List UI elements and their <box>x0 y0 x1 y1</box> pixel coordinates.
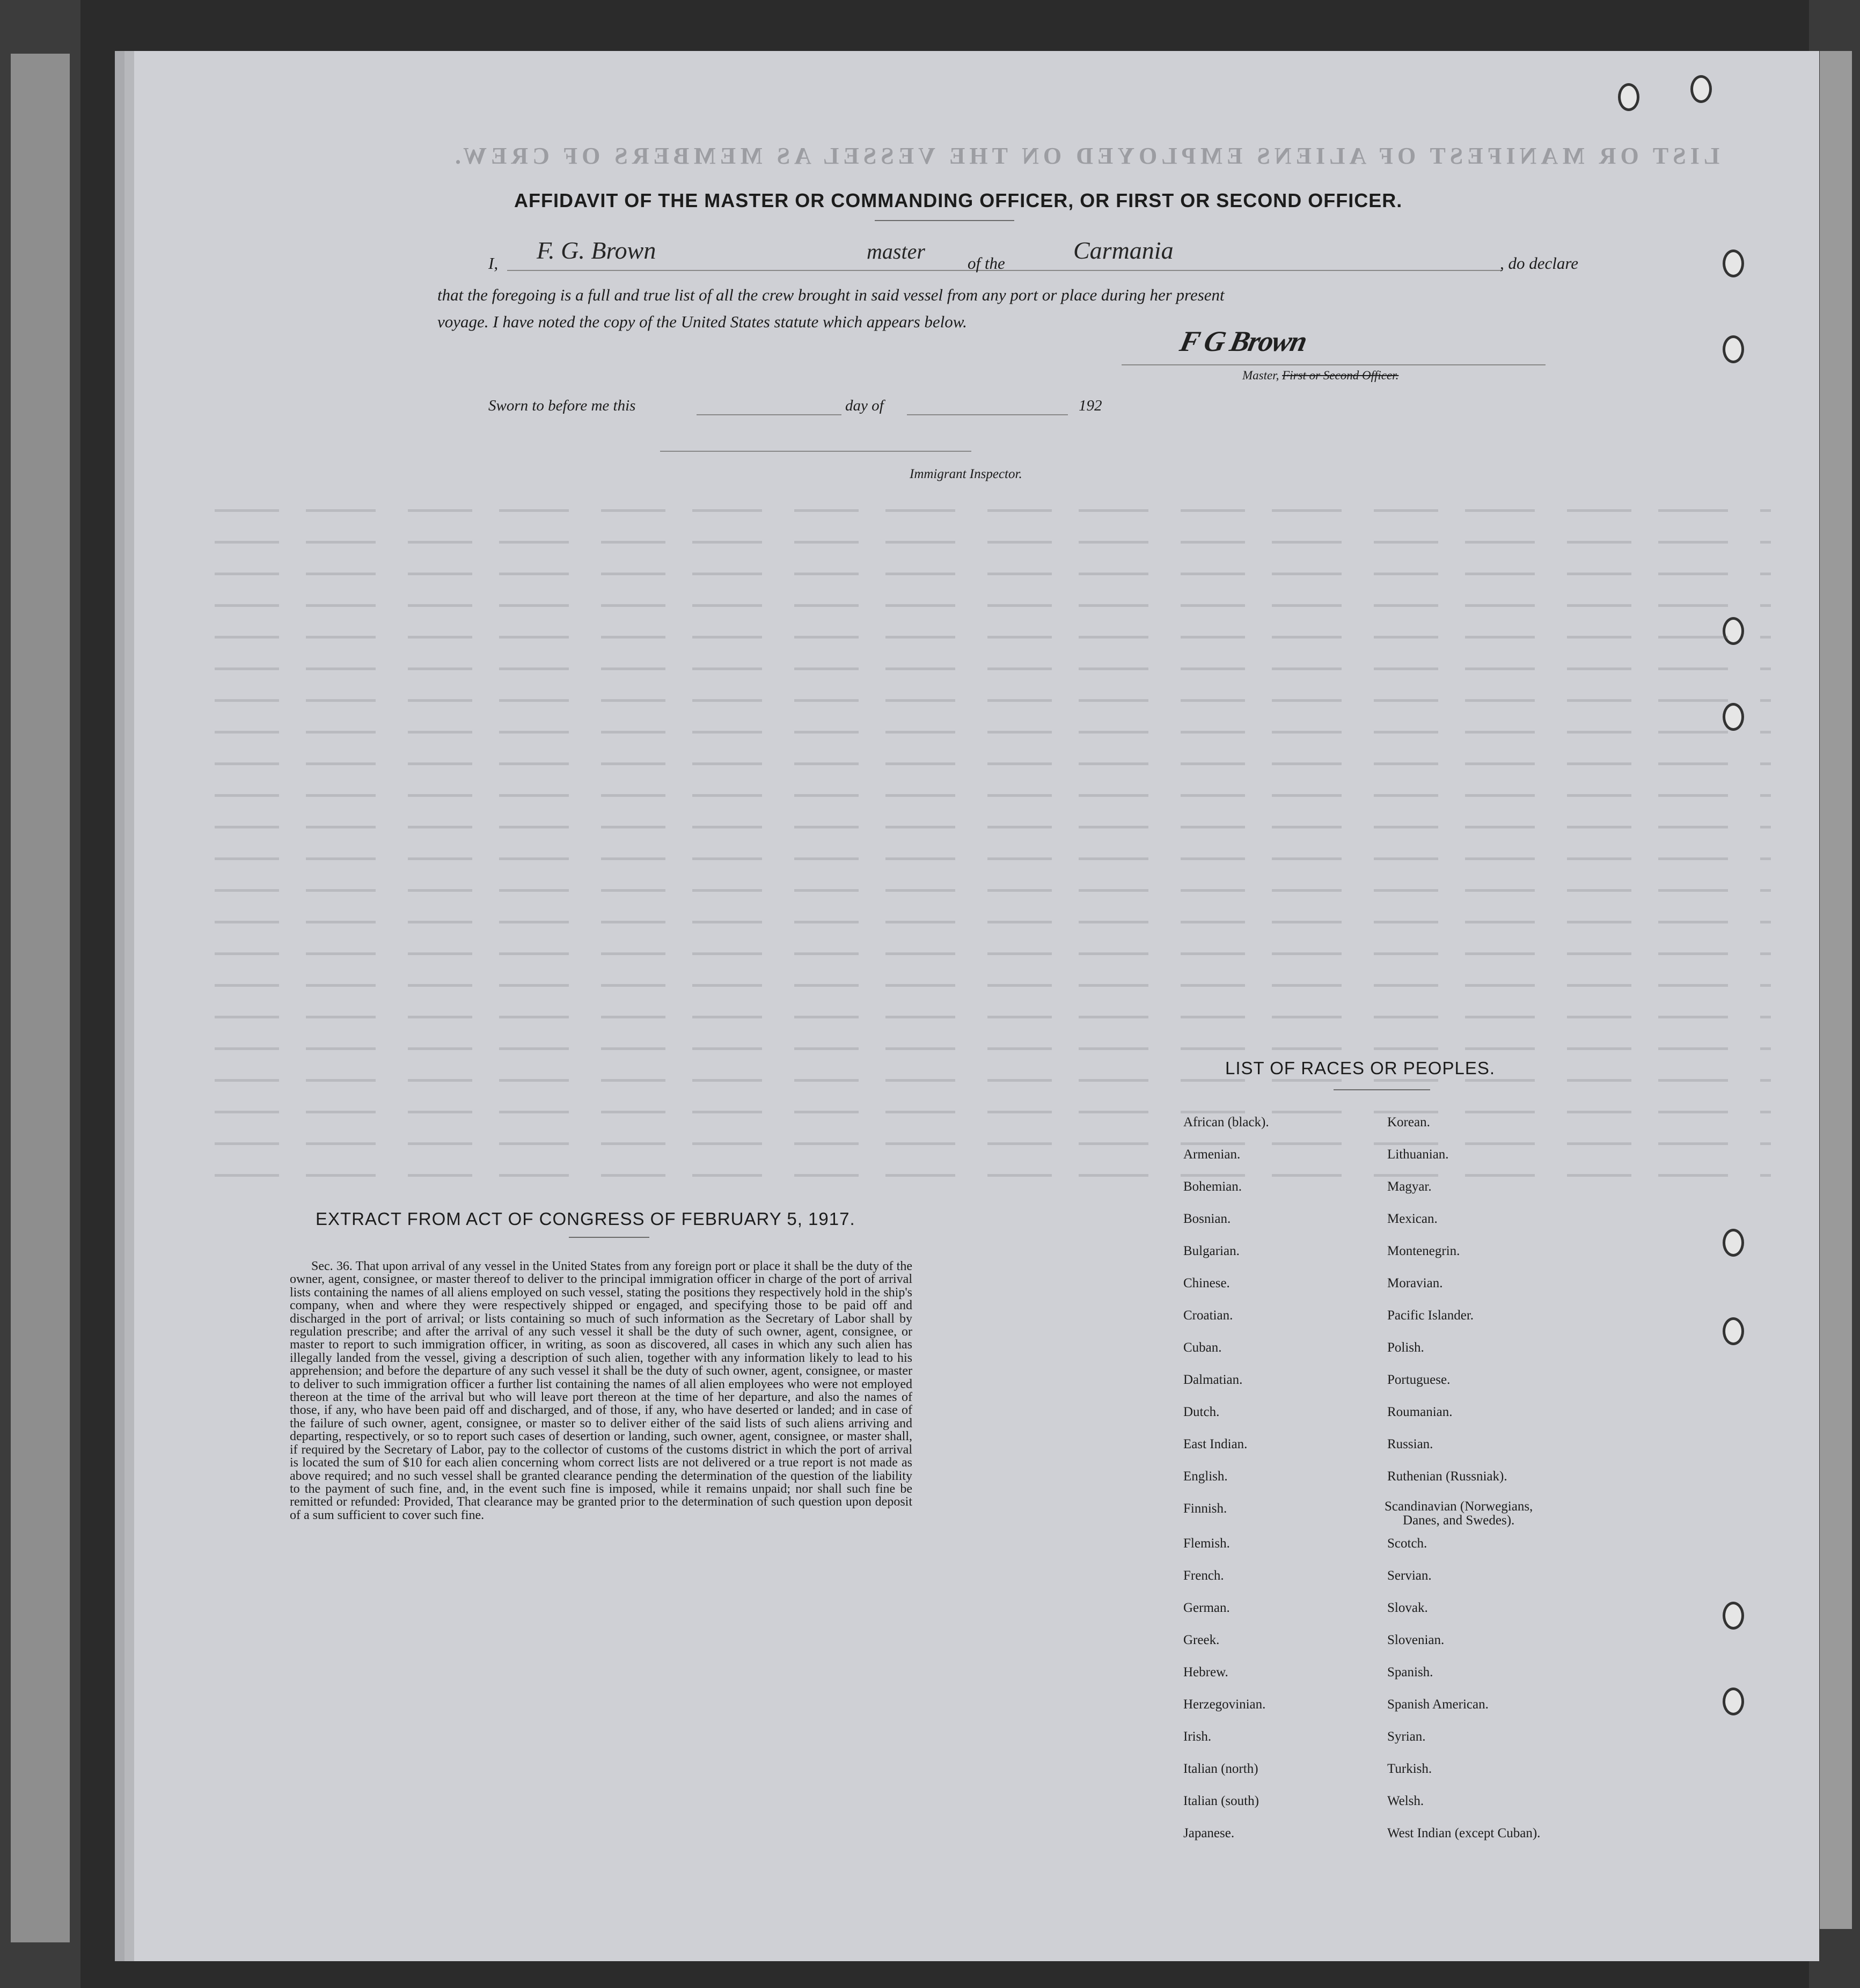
race-item: Finnish. <box>1183 1501 1227 1516</box>
race-item: Herzegovinian. <box>1183 1697 1266 1712</box>
vessel-line <box>1025 270 1503 271</box>
race-item: Slovak. <box>1387 1601 1428 1615</box>
race-item: French. <box>1183 1568 1224 1583</box>
race-item: Spanish American. <box>1387 1697 1489 1712</box>
race-item: German. <box>1183 1601 1230 1615</box>
signature-line <box>1122 364 1546 365</box>
race-item: Magyar. <box>1387 1179 1432 1194</box>
race-item: Bohemian. <box>1183 1179 1242 1194</box>
race-item: Armenian. <box>1183 1147 1241 1162</box>
vessel-name-handwritten: Carmania <box>1073 237 1174 264</box>
sworn-day-line <box>697 414 841 415</box>
inspector-label: Immigrant Inspector. <box>910 467 1022 481</box>
race-item: Moravian. <box>1387 1276 1443 1290</box>
race-item: Croatian. <box>1183 1308 1233 1323</box>
manifest-page <box>134 51 1819 1961</box>
race-item: Portuguese. <box>1387 1373 1451 1387</box>
extract-title-rule <box>569 1237 649 1238</box>
punch-hole <box>1723 1602 1744 1630</box>
punch-hole <box>1690 75 1712 103</box>
sworn-label: Sworn to before me this <box>488 397 636 414</box>
races-title: LIST OF RACES OR PEOPLES. <box>1225 1058 1496 1078</box>
officer-struck-label: First or Second Officer. <box>1282 369 1399 382</box>
race-item: Scandinavian (Norwegians, Danes, and Swedes). <box>1385 1499 1533 1528</box>
race-item: Polish. <box>1387 1340 1424 1355</box>
race-item: Cuban. <box>1183 1340 1222 1355</box>
rank-handwritten: master <box>867 239 925 263</box>
race-item: Servian. <box>1387 1568 1432 1583</box>
punch-hole <box>1723 1229 1744 1257</box>
inspector-line <box>660 451 971 452</box>
affidavit-title: AFFIDAVIT OF THE MASTER OR COMMANDING OFFICER, OR FIRST OR SECOND OFFICER. <box>514 189 1403 211</box>
bleedthrough-title: LIST OR MANIFEST OF ALIENS EMPLOYED ON THE VESSEL AS MEMBERS OF CREW. <box>451 143 1720 169</box>
year-label: 192 <box>1079 397 1102 414</box>
race-item: Irish. <box>1183 1729 1212 1744</box>
race-item: East Indian. <box>1183 1437 1248 1451</box>
of-the-label: of the <box>968 254 1005 273</box>
race-item: Mexican. <box>1387 1212 1438 1226</box>
affidavit-title-rule <box>875 220 1014 221</box>
race-item: Japanese. <box>1183 1826 1235 1840</box>
race-item: Chinese. <box>1183 1276 1230 1290</box>
race-item: Bosnian. <box>1183 1212 1231 1226</box>
punch-hole <box>1723 335 1744 363</box>
affidavit-line-3: voyage. I have noted the copy of the United States statute which appears below. <box>437 312 967 331</box>
master-signature: F G Brown <box>1177 325 1309 357</box>
race-item: Hebrew. <box>1183 1665 1228 1679</box>
race-item: Roumanian. <box>1387 1405 1453 1419</box>
sworn-month-line <box>907 414 1068 415</box>
day-of-label: day of <box>845 397 884 414</box>
extract-body: Sec. 36. That upon arrival of any vessel in the United States from any foreign port or place it shall be the duty of the owner, agent, consignee, or master thereof to deliver to the principal immigration officer in charge of the port of arrival lists containing the names of all aliens employed on such vessel, stating the positions they respectively hold in the ship's company, when and where they were respectively shipped or engaged, and specifying those to be paid off and discharged in the port of arrival; or lists containing so much of such information as the Secretary of Labor shall by regulation prescribe; and after the arrival of any such vessel it shall be the duty of such owner, agent, consignee, or master to report to such immigration officer, in writing, as soon as discovered, all cases in which any such alien has illegally landed from the vessel, giving a description of such alien, together with any information likely to lead to his apprehension; and before the departure of any such vessel it shall be the duty of such owner, agent, consignee, or master to deliver to such immigration officer a further list containing the names of all alien employees who were not employed thereon at the time of the arrival but who will leave port thereon at the time of her departure, and also the names of those, if any, who have been paid off and discharged, and of those, if any, who have deserted or landed; and in case of the failure of such owner, agent, consignee, or master so to deliver either of the said lists of such aliens arriving and departing, respectively, or so to report such cases of desertion or landing, such owner, agent, consignee, or master shall, if required by the Secretary of Labor, pay to the collector of customs of the customs district in which the port of arrival is located the sum of $10 for each alien concerning whom correct lists are not delivered or a true report is not made as above required; and no such vessel shall be granted clearance pending the determination of the question of the liability to the payment of such fine, and, in the event such fine is imposed, while it remains unpaid; nor shall such fine be remitted or refunded: Provided, That clearance may be granted prior to the determination of such question upon deposit of a sum sufficient to cover such fine. <box>290 1259 912 1522</box>
race-item: Italian (south) <box>1183 1794 1259 1808</box>
race-item: Spanish. <box>1387 1665 1433 1679</box>
race-item: Slovenian. <box>1387 1633 1445 1647</box>
race-item: Welsh. <box>1387 1794 1424 1808</box>
race-item: Italian (north) <box>1183 1762 1258 1776</box>
do-declare-label: , do declare <box>1500 254 1579 273</box>
bleedthrough-rows <box>215 486 1771 1199</box>
affidavit-i-label: I, <box>488 254 499 273</box>
name-line <box>507 270 1095 271</box>
race-item: Dalmatian. <box>1183 1373 1243 1387</box>
race-item: Greek. <box>1183 1633 1220 1647</box>
race-item: Montenegrin. <box>1387 1244 1460 1258</box>
race-item: Scotch. <box>1387 1536 1427 1551</box>
races-title-rule <box>1334 1089 1430 1090</box>
left-background-edge <box>0 0 80 1988</box>
officer-master-label: Master, <box>1242 369 1279 382</box>
punch-hole <box>1723 1317 1744 1345</box>
punch-hole <box>1723 250 1744 277</box>
race-item: African (black). <box>1183 1115 1269 1129</box>
race-item: Korean. <box>1387 1115 1430 1129</box>
punch-hole <box>1723 1688 1744 1715</box>
officer-title <box>1242 369 1398 383</box>
affidavit-line-2: that the foregoing is a full and true list of all the crew brought in said vessel from any port or place during her present <box>437 285 1225 304</box>
race-item: Turkish. <box>1387 1762 1432 1776</box>
race-item: Lithuanian. <box>1387 1147 1449 1162</box>
race-item: Russian. <box>1387 1437 1433 1451</box>
race-item: West Indian (except Cuban). <box>1387 1826 1541 1840</box>
race-item: Ruthenian (Russniak). <box>1387 1469 1507 1484</box>
race-item: Flemish. <box>1183 1536 1230 1551</box>
race-item: Dutch. <box>1183 1405 1220 1419</box>
race-item: Syrian. <box>1387 1729 1426 1744</box>
race-item: English. <box>1183 1469 1228 1484</box>
extract-title: EXTRACT FROM ACT OF CONGRESS OF FEBRUARY 5, 1917. <box>316 1209 855 1229</box>
punch-hole <box>1618 83 1639 111</box>
race-item: Bulgarian. <box>1183 1244 1240 1258</box>
master-name-handwritten: F. G. Brown <box>537 237 656 264</box>
race-item: Pacific Islander. <box>1387 1308 1474 1323</box>
